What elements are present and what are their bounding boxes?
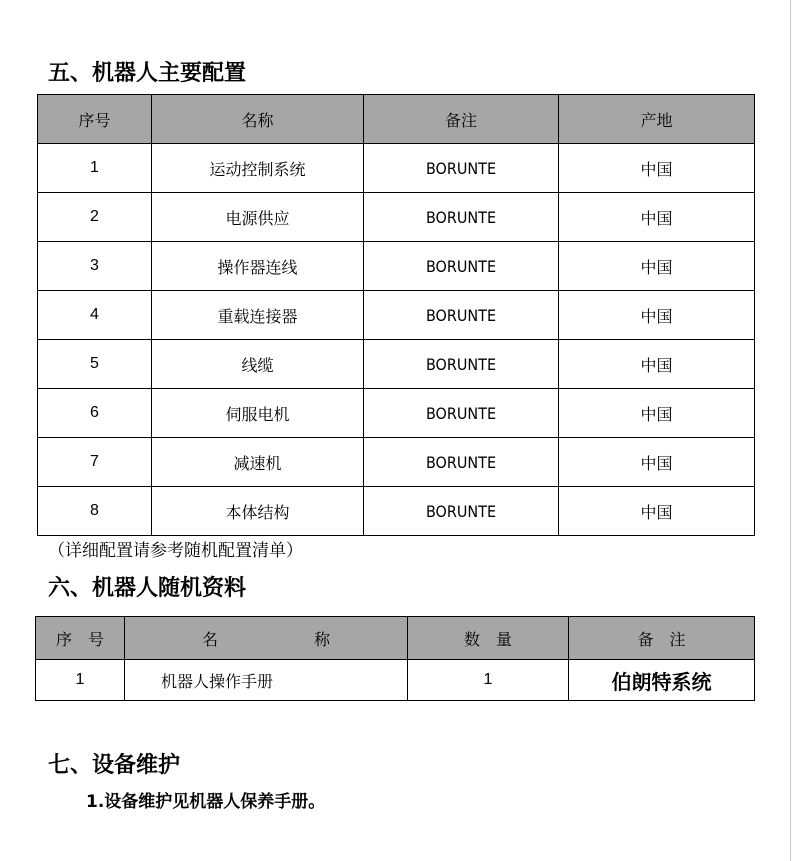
table-row	[38, 340, 755, 389]
table-row	[38, 193, 755, 242]
cell-remark: BORUNTE	[364, 242, 559, 291]
cell-remark: BORUNTE	[364, 389, 559, 438]
cell-serial: 6	[38, 389, 152, 438]
table-header-row	[36, 617, 755, 660]
cell-serial: 3	[38, 242, 152, 291]
cell-name: 重载连接器	[152, 291, 364, 340]
cell-serial: 4	[38, 291, 152, 340]
cell-origin: 中国	[559, 389, 755, 438]
cell-name: 电源供应	[152, 193, 364, 242]
column-header-name: 名 称	[125, 617, 408, 660]
cell-name: 伺服电机	[152, 389, 364, 438]
cell-serial: 8	[38, 487, 152, 536]
column-header-serial: 序号	[38, 95, 152, 144]
cell-quantity: 1	[408, 660, 569, 701]
robot-configuration-table	[37, 94, 755, 536]
table-row	[36, 660, 755, 701]
maintenance-item: 1.设备维护见机器人保养手册。	[86, 792, 326, 812]
column-header-serial: 序 号	[36, 617, 125, 660]
cell-serial: 1	[36, 660, 125, 701]
cell-name: 运动控制系统	[152, 144, 364, 193]
cell-remark: BORUNTE	[364, 144, 559, 193]
cell-name: 操作器连线	[152, 242, 364, 291]
cell-serial: 5	[38, 340, 152, 389]
cell-origin: 中国	[559, 487, 755, 536]
page-edge-divider	[790, 0, 791, 861]
robot-documents-table	[35, 616, 755, 701]
cell-name: 减速机	[152, 438, 364, 487]
cell-name: 机器人操作手册	[125, 660, 408, 701]
column-header-name: 名称	[152, 95, 364, 144]
cell-remark: 伯朗特系统	[569, 660, 755, 701]
cell-remark: BORUNTE	[364, 291, 559, 340]
column-header-remark: 备 注	[569, 617, 755, 660]
cell-origin: 中国	[559, 340, 755, 389]
table-row	[38, 144, 755, 193]
table-row	[38, 389, 755, 438]
column-header-origin: 产地	[559, 95, 755, 144]
table-header-row	[38, 95, 755, 144]
section-heading-robot-documents: 六、机器人随机资料	[48, 576, 247, 601]
cell-remark: BORUNTE	[364, 487, 559, 536]
cell-remark: BORUNTE	[364, 193, 559, 242]
cell-origin: 中国	[559, 242, 755, 291]
column-header-remark: 备注	[364, 95, 559, 144]
cell-name: 本体结构	[152, 487, 364, 536]
cell-origin: 中国	[559, 193, 755, 242]
cell-remark: BORUNTE	[364, 340, 559, 389]
cell-name: 线缆	[152, 340, 364, 389]
table-row	[38, 242, 755, 291]
cell-origin: 中国	[559, 438, 755, 487]
cell-origin: 中国	[559, 291, 755, 340]
table-row	[38, 487, 755, 536]
table-row	[38, 438, 755, 487]
cell-serial: 1	[38, 144, 152, 193]
section-heading-robot-configuration: 五、机器人主要配置	[48, 61, 247, 86]
section-heading-maintenance: 七、设备维护	[48, 753, 181, 778]
configuration-note: （详细配置请参考随机配置清单）	[48, 541, 303, 561]
cell-origin: 中国	[559, 144, 755, 193]
cell-serial: 2	[38, 193, 152, 242]
cell-remark: BORUNTE	[364, 438, 559, 487]
column-header-quantity: 数 量	[408, 617, 569, 660]
table-row	[38, 291, 755, 340]
cell-serial: 7	[38, 438, 152, 487]
